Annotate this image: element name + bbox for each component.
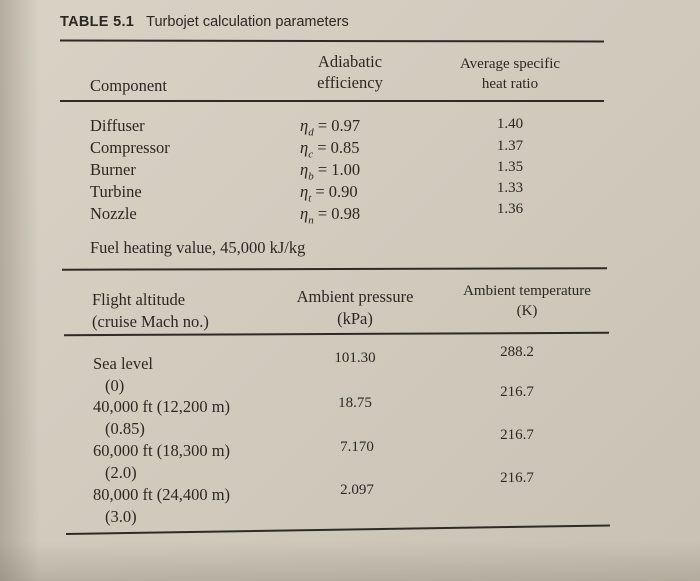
temp-60000: 216.7 bbox=[500, 427, 534, 443]
mid-rule bbox=[62, 267, 607, 270]
header-pressure-line1: Ambient pressure bbox=[296, 287, 414, 306]
ratio-turbine: 1.33 bbox=[496, 180, 524, 196]
eta-subscript: t bbox=[308, 192, 312, 205]
component-burner: Burner bbox=[90, 160, 136, 179]
pressure-80000: 2.097 bbox=[340, 482, 374, 498]
header-ratio-line2: heat ratio bbox=[481, 76, 539, 92]
eta-subscript: c bbox=[308, 148, 314, 161]
mach-40000: (0.85) bbox=[105, 419, 145, 438]
upper-header-rule bbox=[60, 100, 604, 102]
component-turbine: Turbine bbox=[90, 182, 142, 201]
header-ratio-line1: Average specific bbox=[459, 56, 561, 72]
efficiency-turbine bbox=[300, 182, 358, 204]
header-efficiency-line1: Adiabatic bbox=[317, 52, 383, 71]
header-efficiency-line2: efficiency bbox=[317, 73, 383, 92]
top-rule bbox=[60, 40, 604, 42]
pressure-sea-level: 101.30 bbox=[334, 350, 376, 366]
efficiency-nozzle bbox=[300, 204, 360, 226]
header-component: Component bbox=[90, 76, 167, 95]
temp-80000: 216.7 bbox=[500, 470, 534, 486]
bottom-rule bbox=[66, 524, 610, 534]
table-number: TABLE 5.1 bbox=[60, 14, 135, 30]
efficiency-value: = 0.97 bbox=[317, 116, 361, 135]
efficiency-compressor bbox=[300, 138, 360, 160]
mach-sea-level: (0) bbox=[105, 376, 125, 395]
eta-symbol: η bbox=[300, 182, 309, 201]
efficiency-value: = 1.00 bbox=[317, 160, 361, 179]
eta-symbol: η bbox=[300, 204, 309, 223]
efficiency-value: = 0.85 bbox=[317, 138, 360, 157]
eta-subscript: b bbox=[308, 170, 314, 183]
table-caption bbox=[60, 14, 349, 30]
mach-60000: (2.0) bbox=[105, 463, 137, 482]
ratio-burner: 1.35 bbox=[496, 159, 524, 175]
eta-symbol: η bbox=[300, 138, 309, 157]
altitude-40000: 40,000 ft (12,200 m) bbox=[93, 397, 231, 416]
header-temp-line2: (K) bbox=[516, 303, 538, 319]
header-altitude-line2: (cruise Mach no.) bbox=[92, 312, 209, 331]
pressure-40000: 18.75 bbox=[338, 395, 372, 411]
header-altitude-line1: Flight altitude bbox=[92, 290, 186, 309]
ratio-compressor: 1.37 bbox=[496, 138, 524, 154]
temp-40000: 216.7 bbox=[500, 384, 534, 400]
ratio-nozzle: 1.36 bbox=[496, 201, 524, 217]
page-shadow-left bbox=[0, 0, 40, 581]
fuel-heating-note: Fuel heating value, 45,000 kJ/kg bbox=[90, 238, 306, 257]
altitude-sea-level: Sea level bbox=[93, 354, 154, 373]
component-compressor: Compressor bbox=[90, 138, 170, 157]
pressure-60000: 7.170 bbox=[340, 439, 374, 455]
lower-header-rule bbox=[64, 332, 609, 336]
table-title: Turbojet calculation parameters bbox=[146, 14, 349, 30]
temp-sea-level: 288.2 bbox=[500, 344, 534, 360]
altitude-60000: 60,000 ft (18,300 m) bbox=[93, 441, 231, 460]
eta-symbol: η bbox=[300, 116, 309, 135]
ratio-diffuser: 1.40 bbox=[496, 116, 524, 132]
efficiency-value: = 0.98 bbox=[317, 204, 361, 223]
page-shadow-bottom bbox=[0, 541, 700, 581]
efficiency-diffuser bbox=[300, 116, 360, 138]
component-diffuser: Diffuser bbox=[90, 116, 145, 135]
altitude-80000: 80,000 ft (24,400 m) bbox=[93, 485, 231, 504]
header-pressure-line2: (kPa) bbox=[337, 309, 373, 328]
eta-subscript: d bbox=[308, 126, 314, 139]
eta-subscript: n bbox=[308, 214, 314, 227]
efficiency-value: = 0.90 bbox=[315, 182, 358, 201]
efficiency-burner bbox=[300, 160, 360, 182]
header-temp-line1: Ambient temperature bbox=[463, 283, 591, 299]
component-nozzle: Nozzle bbox=[90, 204, 137, 223]
eta-symbol: η bbox=[300, 160, 309, 179]
mach-80000: (3.0) bbox=[105, 507, 137, 526]
